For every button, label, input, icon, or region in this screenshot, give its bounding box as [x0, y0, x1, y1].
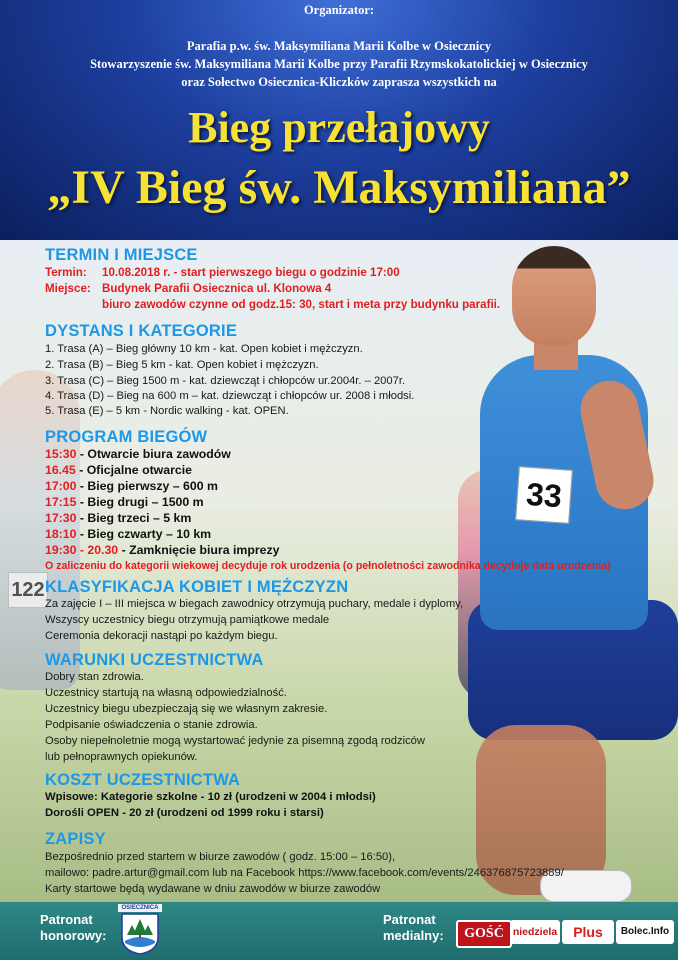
- media-label-line: Patronat: [383, 912, 436, 927]
- bolec-info-logo: Bolec.Info: [616, 920, 674, 944]
- condition-line: lub pełnoprawnych opiekunów.: [45, 751, 198, 763]
- schedule-row: [45, 511, 191, 525]
- schedule-row: [45, 463, 192, 477]
- date-value: 10.08.2018 r. - start pierwszego biegu o godzinie 17:00: [102, 266, 400, 279]
- schedule-time: 17:00: [45, 479, 77, 493]
- media-label-line: medialny:: [383, 928, 444, 943]
- osiecznica-crest: [118, 904, 162, 956]
- schedule-time: 17:15: [45, 495, 77, 509]
- organizer-line-1: Parafia p.w. św. Maksymiliana Marii Kolbe w Osiecznicy: [186, 39, 492, 53]
- schedule-event: - Otwarcie biura zawodów: [76, 447, 231, 461]
- schedule-time: 18:10: [45, 527, 77, 541]
- schedule-row: [45, 495, 204, 509]
- schedule-event: - Bieg czwarty – 10 km: [76, 527, 212, 541]
- classification-line: Ceremonia dekoracji nastąpi po każdym biegu.: [45, 630, 278, 642]
- schedule-event: - Bieg pierwszy – 600 m: [76, 479, 218, 493]
- niedziela-logo: niedziela: [510, 920, 560, 944]
- condition-line: Uczestnicy biegu ubezpieczają się we własnym zakresie.: [45, 703, 328, 715]
- condition-line: Podpisanie oświadczenia o stanie zdrowia.: [45, 719, 258, 731]
- honorary-label-line: Patronat: [40, 912, 93, 927]
- crest-shield-icon: [121, 913, 159, 955]
- route-item: 3. Trasa (C) – Bieg 1500 m - kat. dziewcząt i chłopców ur.2004r. – 2007r.: [45, 375, 406, 387]
- main-runner-bib: 33: [515, 466, 573, 524]
- schedule-time: 16.45: [45, 463, 76, 477]
- schedule-time: 19:30 - 20.30: [45, 543, 119, 557]
- media-patronage-label: [383, 912, 444, 944]
- honorary-label-line: honorowy:: [40, 928, 107, 943]
- organizer-line-3: oraz Sołectwo Osiecznica-Kliczków zaprasza wszystkich na: [181, 75, 497, 89]
- schedule-row: [45, 447, 231, 461]
- schedule-row: [45, 479, 218, 493]
- registration-line: mailowo: padre.artur@gmail.com lub na Facebook https://www.facebook.com/events/246376875723889/: [45, 867, 564, 879]
- date-label: Termin:: [45, 266, 87, 279]
- schedule-row: [45, 527, 211, 541]
- section-heading-koszt: KOSZT UCZESTNICTWA: [45, 771, 241, 789]
- main-runner-head: [512, 246, 596, 346]
- schedule-event: - Bieg trzeci – 5 km: [76, 511, 192, 525]
- classification-line: Za zajęcie I – III miejsca w biegach zawodnicy otrzymują puchary, medale i dyplomy,: [45, 598, 464, 610]
- route-item: 2. Trasa (B) – Bieg 5 km - kat. Open kobiet i mężczyzn.: [45, 359, 319, 371]
- route-item: 1. Trasa (A) – Bieg główny 10 km - kat. Open kobiet i mężczyzn.: [45, 343, 363, 355]
- fee-line: Dorośli OPEN - 20 zł (urodzeni od 1999 roku i starsi): [45, 807, 324, 819]
- gosc-niedzielny-logo: GOŚĆ: [456, 920, 512, 948]
- section-heading-program: PROGRAM BIEGÓW: [45, 428, 208, 446]
- honorary-patronage-label: [40, 912, 106, 944]
- condition-line: Osoby niepełnoletnie mogą wystartować jedynie za pisemną zgodą rodziców: [45, 735, 425, 747]
- classification-line: Wszyscy uczestnicy biegu otrzymują pamiątkowe medale: [45, 614, 330, 626]
- section-heading-warunki: WARUNKI UCZESTNICTWA: [45, 651, 264, 669]
- section-heading-zapisy: ZAPISY: [45, 830, 106, 848]
- place-address: Budynek Parafii Osiecznica ul. Klonowa 4: [102, 282, 332, 295]
- schedule-row: [45, 543, 279, 557]
- background-runner-bib: 122: [8, 572, 48, 608]
- section-heading-termin: TERMIN I MIEJSCE: [45, 246, 198, 264]
- event-subtitle: „IV Bieg św. Maksymiliana”: [47, 161, 631, 214]
- section-heading-klasyfikacja: KLASYFIKACJA KOBIET I MĘŻCZYZN: [45, 578, 349, 596]
- registration-line: Karty startowe będą wydawane w dniu zawodów w biurze zawodów: [45, 883, 381, 895]
- place-label: Miejsce:: [45, 282, 91, 295]
- header-banner: [0, 0, 678, 240]
- schedule-event: - Oficjalne otwarcie: [75, 463, 192, 477]
- route-item: 5. Trasa (E) – 5 km - Nordic walking - kat. OPEN.: [45, 405, 289, 417]
- organizer-line-2: Stowarzyszenie św. Maksymiliana Marii Kolbe przy Parafii Rzymskokatolickiej w Osiecznicy: [90, 57, 588, 71]
- place-details: biuro zawodów czynne od godz.15: 30, start i meta przy budynku parafii.: [102, 298, 501, 311]
- schedule-event: - Zamknięcie biura imprezy: [118, 543, 280, 557]
- event-title: Bieg przełajowy: [188, 103, 490, 152]
- schedule-time: 17:30: [45, 511, 77, 525]
- section-heading-dystans: DYSTANS I KATEGORIE: [45, 322, 238, 340]
- radio-plus-logo: Plus: [562, 920, 614, 944]
- age-category-note: O zaliczeniu do kategorii wiekowej decyduje rok urodzenia (o pełnoletności zawodnika decyduje data urodzenia): [45, 560, 611, 572]
- condition-line: Dobry stan zdrowia.: [45, 671, 144, 683]
- registration-line: Bezpośrednio przed startem w biurze zawodów ( godz. 15:00 – 16:50),: [45, 851, 396, 863]
- schedule-time: 15:30: [45, 447, 77, 461]
- schedule-event: - Bieg drugi – 1500 m: [76, 495, 204, 509]
- crest-label: OSIECZNICA: [118, 904, 162, 912]
- condition-line: Uczestnicy startują na własną odpowiedzialność.: [45, 687, 287, 699]
- fee-line: Wpisowe: Kategorie szkolne - 10 zł (urodzeni w 2004 i młodsi): [45, 791, 376, 803]
- route-item: 4. Trasa (D) – Bieg na 600 m – kat. dziewcząt i chłopców ur. 2008 i młodsi.: [45, 390, 415, 402]
- organizer-label: Organizator:: [303, 3, 375, 17]
